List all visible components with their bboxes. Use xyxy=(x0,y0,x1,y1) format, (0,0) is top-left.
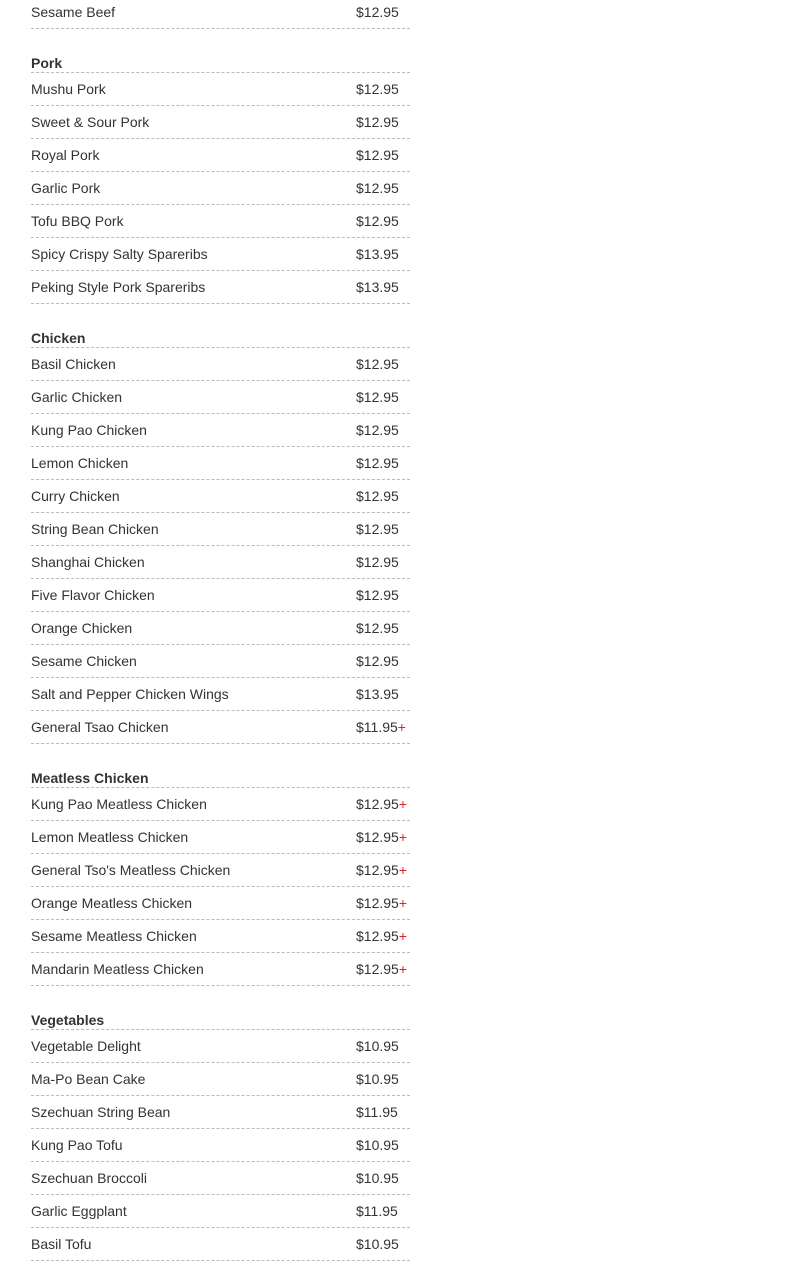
menu-item-name: Basil Chicken xyxy=(31,356,116,372)
menu-item-price xyxy=(356,862,410,878)
menu-item-price xyxy=(356,114,410,130)
menu-item-price xyxy=(356,1104,410,1120)
price-amount: $12.95 xyxy=(356,796,399,812)
price-amount: $12.95 xyxy=(356,213,399,229)
menu-section xyxy=(31,29,410,304)
menu-item-name: Kung Pao Chicken xyxy=(31,422,147,438)
menu-item xyxy=(31,579,410,612)
menu-item-price xyxy=(356,521,410,537)
menu-item-price xyxy=(356,1236,410,1252)
menu-item-name: Garlic Pork xyxy=(31,180,101,196)
menu-item-price xyxy=(356,180,410,196)
menu-item-name: Kung Pao Meatless Chicken xyxy=(31,796,207,812)
menu-item xyxy=(31,73,410,106)
menu-item xyxy=(31,0,410,29)
menu-item-name: String Bean Chicken xyxy=(31,521,159,537)
price-amount: $12.95 xyxy=(356,81,399,97)
menu-item xyxy=(31,887,410,920)
menu-item-price xyxy=(356,1038,410,1054)
menu-item xyxy=(31,678,410,711)
price-amount: $10.95 xyxy=(356,1236,399,1252)
menu-item-price xyxy=(356,796,410,812)
menu-item-price xyxy=(356,279,410,295)
menu-item-name: Orange Chicken xyxy=(31,620,133,636)
menu-item xyxy=(31,546,410,579)
menu-item-name: Spicy Crispy Salty Spareribs xyxy=(31,246,208,262)
section-items xyxy=(31,73,410,304)
menu-item-price xyxy=(356,587,410,603)
menu-item-name: Lemon Chicken xyxy=(31,455,129,471)
menu-item xyxy=(31,139,410,172)
plus-marker: + xyxy=(397,719,406,735)
price-amount: $12.95 xyxy=(356,620,399,636)
menu-item-price xyxy=(356,961,410,977)
section-items xyxy=(31,348,410,744)
price-amount: $13.95 xyxy=(356,686,399,702)
menu-item-name: Sesame Chicken xyxy=(31,653,137,669)
price-amount: $12.95 xyxy=(356,928,399,944)
menu-item-price xyxy=(356,554,410,570)
menu-item-name: Mushu Pork xyxy=(31,81,106,97)
menu-section xyxy=(31,744,410,986)
menu-item-name: Basil Tofu xyxy=(31,1236,92,1252)
plus-marker: + xyxy=(398,928,408,944)
menu-item-price xyxy=(356,356,410,372)
menu-item-name: Vegetable Delight xyxy=(31,1038,141,1054)
price-amount: $10.95 xyxy=(356,1170,399,1186)
price-amount: $11.95 xyxy=(356,1203,398,1219)
plus-marker: + xyxy=(398,895,408,911)
menu-section xyxy=(31,986,410,1261)
menu-item-name: Szechuan Broccoli xyxy=(31,1170,147,1186)
menu-item xyxy=(31,513,410,546)
price-amount: $12.95 xyxy=(356,356,399,372)
price-amount: $12.95 xyxy=(356,389,399,405)
plus-marker: + xyxy=(398,862,408,878)
section-title: Chicken xyxy=(31,304,410,348)
menu-item xyxy=(31,711,410,744)
menu-item xyxy=(31,1063,410,1096)
menu-item xyxy=(31,920,410,953)
menu-item xyxy=(31,645,410,678)
price-amount: $12.95 xyxy=(356,455,399,471)
plus-marker: + xyxy=(398,829,408,845)
menu-item-price xyxy=(356,1137,410,1153)
menu-section xyxy=(31,304,410,744)
menu-item-name: Tofu BBQ Pork xyxy=(31,213,124,229)
menu-item xyxy=(31,612,410,645)
menu-item xyxy=(31,172,410,205)
plus-marker: + xyxy=(398,961,408,977)
menu-item xyxy=(31,414,410,447)
menu-item-price xyxy=(356,246,410,262)
price-amount: $12.95 xyxy=(356,488,399,504)
menu-item-price xyxy=(356,455,410,471)
menu-item-name: General Tsao Chicken xyxy=(31,719,169,735)
menu-item-name: Kung Pao Tofu xyxy=(31,1137,123,1153)
menu-item-name: Shanghai Chicken xyxy=(31,554,145,570)
menu-section xyxy=(31,0,410,29)
menu-item xyxy=(31,348,410,381)
price-amount: $12.95 xyxy=(356,829,399,845)
section-items xyxy=(31,788,410,986)
price-amount: $12.95 xyxy=(356,147,399,163)
menu-item-name: General Tso's Meatless Chicken xyxy=(31,862,231,878)
menu-item-price xyxy=(356,1071,410,1087)
price-amount: $11.95 xyxy=(356,719,398,735)
menu-item-name: Garlic Chicken xyxy=(31,389,123,405)
menu-item-price xyxy=(356,895,410,911)
menu-list xyxy=(31,0,410,1261)
section-items xyxy=(31,1030,410,1261)
price-amount: $12.95 xyxy=(356,422,399,438)
menu-item-name: Ma-Po Bean Cake xyxy=(31,1071,146,1087)
price-amount: $10.95 xyxy=(356,1038,399,1054)
price-amount: $12.95 xyxy=(356,554,399,570)
price-amount: $12.95 xyxy=(356,862,399,878)
menu-item xyxy=(31,1129,410,1162)
menu-item xyxy=(31,480,410,513)
menu-item-name: Sesame Meatless Chicken xyxy=(31,928,197,944)
price-amount: $12.95 xyxy=(356,895,399,911)
menu-item-price xyxy=(356,928,410,944)
menu-item xyxy=(31,953,410,986)
menu-item-name: Garlic Eggplant xyxy=(31,1203,127,1219)
menu-item-name: Royal Pork xyxy=(31,147,100,163)
menu-item xyxy=(31,1030,410,1063)
section-title: Vegetables xyxy=(31,986,410,1030)
menu-item-price xyxy=(356,620,410,636)
price-amount: $10.95 xyxy=(356,1071,399,1087)
menu-item-price xyxy=(356,1203,410,1219)
price-amount: $12.95 xyxy=(356,114,399,130)
menu-item xyxy=(31,854,410,887)
menu-item-name: Orange Meatless Chicken xyxy=(31,895,193,911)
section-title: Pork xyxy=(31,29,410,73)
menu-item-name: Five Flavor Chicken xyxy=(31,587,155,603)
menu-item xyxy=(31,1228,410,1261)
menu-item-name: Szechuan String Bean xyxy=(31,1104,171,1120)
menu-item-name: Curry Chicken xyxy=(31,488,120,504)
menu-item xyxy=(31,381,410,414)
section-items xyxy=(31,0,410,29)
menu-item-price xyxy=(356,213,410,229)
price-amount: $13.95 xyxy=(356,279,399,295)
menu-item-price xyxy=(356,488,410,504)
price-amount: $10.95 xyxy=(356,1137,399,1153)
price-amount: $11.95 xyxy=(356,1104,398,1120)
section-title: Meatless Chicken xyxy=(31,744,410,788)
menu-item-name: Peking Style Pork Spareribs xyxy=(31,279,206,295)
price-amount: $12.95 xyxy=(356,653,399,669)
menu-item xyxy=(31,106,410,139)
price-amount: $12.95 xyxy=(356,4,399,20)
menu-item xyxy=(31,1195,410,1228)
menu-item-price xyxy=(356,653,410,669)
menu-item-price xyxy=(356,422,410,438)
price-amount: $12.95 xyxy=(356,180,399,196)
menu-item-name: Lemon Meatless Chicken xyxy=(31,829,189,845)
menu-item-price xyxy=(356,81,410,97)
price-amount: $12.95 xyxy=(356,587,399,603)
menu-item-name: Sweet & Sour Pork xyxy=(31,114,150,130)
menu-item xyxy=(31,271,410,304)
menu-item xyxy=(31,1096,410,1129)
menu-item xyxy=(31,205,410,238)
menu-item-price xyxy=(356,719,410,735)
price-amount: $12.95 xyxy=(356,521,399,537)
menu-item-price xyxy=(356,686,410,702)
plus-marker: + xyxy=(398,796,408,812)
menu-item xyxy=(31,447,410,480)
menu-item-name: Sesame Beef xyxy=(31,4,116,20)
menu-item-price xyxy=(356,4,410,20)
menu-item-price xyxy=(356,1170,410,1186)
menu-item xyxy=(31,238,410,271)
menu-item-name: Salt and Pepper Chicken Wings xyxy=(31,686,229,702)
menu-item xyxy=(31,788,410,821)
menu-item-name: Mandarin Meatless Chicken xyxy=(31,961,204,977)
menu-item-price xyxy=(356,829,410,845)
menu-item xyxy=(31,821,410,854)
price-amount: $12.95 xyxy=(356,961,399,977)
menu-item-price xyxy=(356,147,410,163)
price-amount: $13.95 xyxy=(356,246,399,262)
menu-item-price xyxy=(356,389,410,405)
menu-item xyxy=(31,1162,410,1195)
